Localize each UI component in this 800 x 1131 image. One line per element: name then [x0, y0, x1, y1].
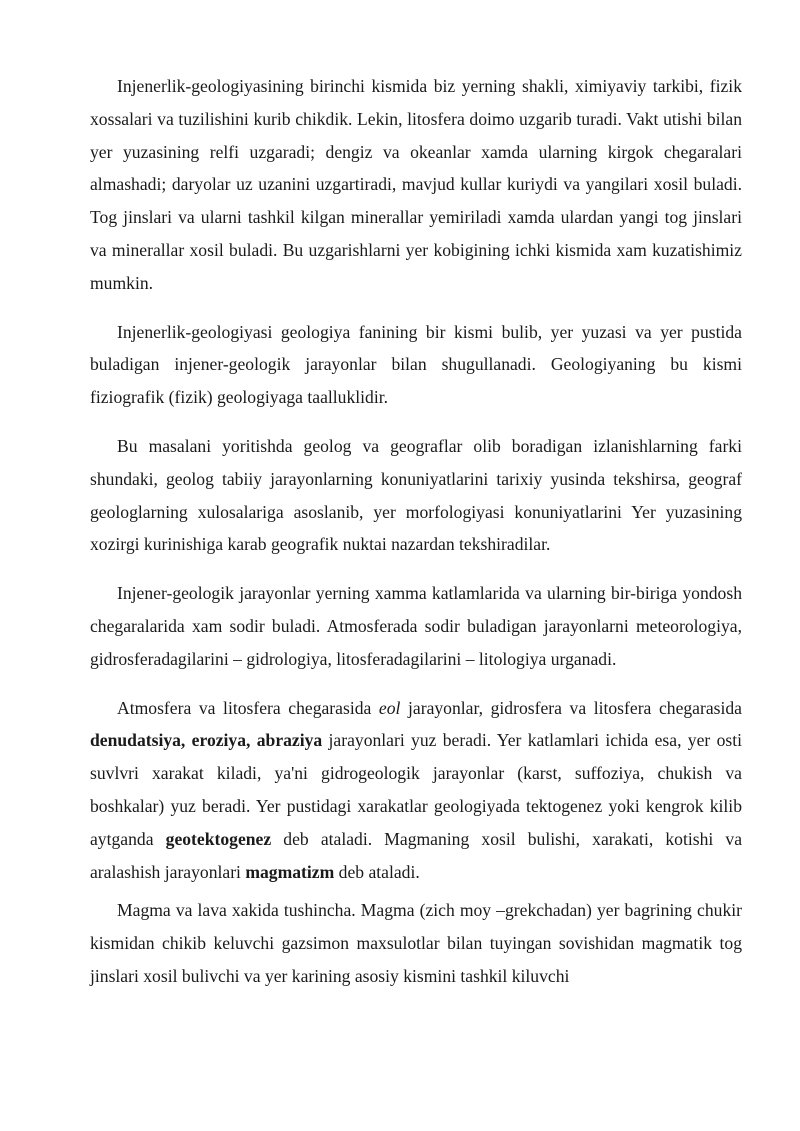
- term-magmatizm: magmatizm: [245, 861, 335, 882]
- paragraph-5-text-4: deb ataladi. Magmaning xosil bulishi, xarakati, kotishi va aralashish jarayonlari: [90, 828, 742, 882]
- paragraph-5-text-3: jarayonlari yuz beradi. Yer katlamlari ichida esa, yer osti suvlvri xarakat kiladi, ya'ni gidrogeologik jarayonlar (karst, suffoziya, chukish va boshkalar) yuz beradi. Yer pustidagi xarakatlar geologiyada tektogenez yoki kengrok kilib aytganda: [90, 730, 742, 849]
- paragraph-5-text-1: Atmosfera va litosfera chegarasida: [117, 697, 379, 718]
- term-eol: eol: [378, 697, 401, 718]
- paragraph-6: Magma va lava xakida tushincha. Magma (zich moy –grekchadan) yer bagrining chukir kismidan chikib keluvchi gazsimon maxsulotlar bilan tuyingan sovishidan magmatik tog jinslari xosil bulivchi va yer karining asosiy kismini tashkil kiluvchi: [90, 900, 742, 986]
- term-geotektogenez: geotektogenez: [165, 828, 272, 849]
- paragraph-4: Injener-geologik jarayonlar yerning xamma katlamlarida va ularning bir-biriga yondosh chegaralarida xam sodir buladi. Atmosferada sodir buladigan jarayonlarni meteorologiya, gidrosferadagilarini – gidrologiya, litosferadagilarini – litologiya urganadi.: [90, 583, 742, 669]
- term-denudatsiya-eroziya-abraziya: denudatsiya, eroziya, abraziya: [90, 730, 323, 751]
- document-page: [90, 70, 742, 993]
- paragraph-3: Bu masalani yoritishda geolog va geograflar olib boradigan izlanishlarning farki shundaki, geolog tabiiy jarayonlarning konuniyatlarini tarixiy yusinda tekshirsa, geograf geologlarning xulosalariga asoslanib, yer morfologiyasi konuniyatlarini Yer yuzasining xozirgi kurinishiga karab geografik nuktai nazardan tekshiradilar.: [90, 435, 742, 555]
- paragraph-5-text-2: jarayonlar, gidrosfera va litosfera chegarasida: [400, 697, 742, 718]
- paragraph-5-text-5: deb ataladi.: [334, 861, 420, 882]
- paragraph-1: Injenerlik-geologiyasining birinchi kismida biz yerning shakli, ximiyaviy tarkibi, fizik xossalari va tuzilishini kurib chikdik. Lekin, litosfera doimo uzgarib turadi. Vakt utishi bilan yer yuzasining relfi uzgaradi; dengiz va okeanlar xamda ularning kirgok chegaralari almashadi; daryolar uz uzanini uzgartiradi, mavjud kullar kuriydi va yangilari xosil buladi. Tog jinslari va ularni tashkil kilgan minerallar yemiriladi xamda ulardan yangi tog jinslari va minerallar xosil buladi. Bu uzgarishlarni yer kobigining ichki kismida xam kuzatishimiz mumkin.: [90, 76, 742, 293]
- paragraph-2: Injenerlik-geologiyasi geologiya fanining bir kismi bulib, yer yuzasi va yer pustida buladigan injener-geologik jarayonlar bilan shugullanadi. Geologiyaning bu kismi fiziografik (fizik) geologiyaga taalluklidir.: [90, 321, 742, 408]
- paragraph-5: [90, 692, 742, 889]
